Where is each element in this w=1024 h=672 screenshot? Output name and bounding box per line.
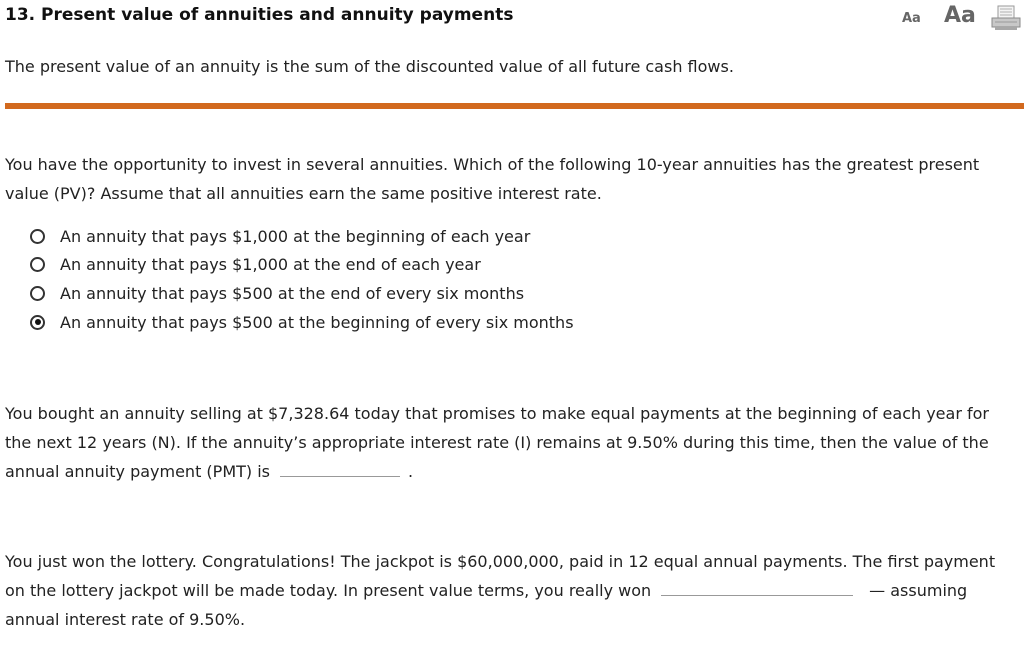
option-label: An annuity that pays $1,000 at the end of each year xyxy=(60,255,481,275)
section-divider xyxy=(5,103,1024,109)
font-size-large-button[interactable]: Aa xyxy=(944,3,976,28)
radio-button[interactable] xyxy=(30,315,45,330)
option-label: An annuity that pays $1,000 at the beginning of each year xyxy=(60,226,531,246)
pv-answer-field[interactable] xyxy=(661,581,853,596)
radio-button[interactable] xyxy=(30,257,45,272)
print-icon[interactable] xyxy=(991,5,1021,31)
question-3-dash: — xyxy=(869,581,886,600)
question-1-text: You have the opportunity to invest in several annuities. Which of the following 10-year annuities has the greatest present value (PV)? Assume that all annuities earn the same positive interest rate. xyxy=(5,155,980,203)
question-2-text xyxy=(5,399,1020,486)
radio-button[interactable] xyxy=(30,286,45,301)
question-2-period: . xyxy=(408,462,414,481)
question-3-text xyxy=(5,547,1020,634)
question-2-prompt: You bought an annuity selling at $7,328.64 today that promises to make equal payments at the beginning of each year for the next 12 years (N). If the annuity’s appropriate interest rate (I) remains at 9.50% during this time, then the value of the annual annuity payment (PMT) is xyxy=(5,404,989,481)
answer-option[interactable] xyxy=(30,251,574,280)
answer-option[interactable] xyxy=(30,222,574,251)
pmt-answer-field[interactable] xyxy=(280,462,400,477)
question-title: 13. Present value of annuities and annuity payments xyxy=(5,5,514,25)
question-3-suffix: assuming annual interest rate of 9.50%. xyxy=(5,581,968,629)
radio-button[interactable] xyxy=(30,229,45,244)
font-size-small-button[interactable]: Aa xyxy=(902,11,921,26)
answer-options xyxy=(30,222,574,336)
intro-text: The present value of an annuity is the sum of the discounted value of all future cash flows. xyxy=(5,57,734,76)
question-3-prompt: You just won the lottery. Congratulations! The jackpot is $60,000,000, paid in 12 equal annual payments. The first payment on the lottery jackpot will be made today. In present value terms, you really won xyxy=(5,552,996,600)
option-label: An annuity that pays $500 at the beginning of every six months xyxy=(60,312,574,332)
answer-option[interactable] xyxy=(30,308,574,337)
answer-option[interactable] xyxy=(30,279,574,308)
option-label: An annuity that pays $500 at the end of every six months xyxy=(60,283,525,303)
